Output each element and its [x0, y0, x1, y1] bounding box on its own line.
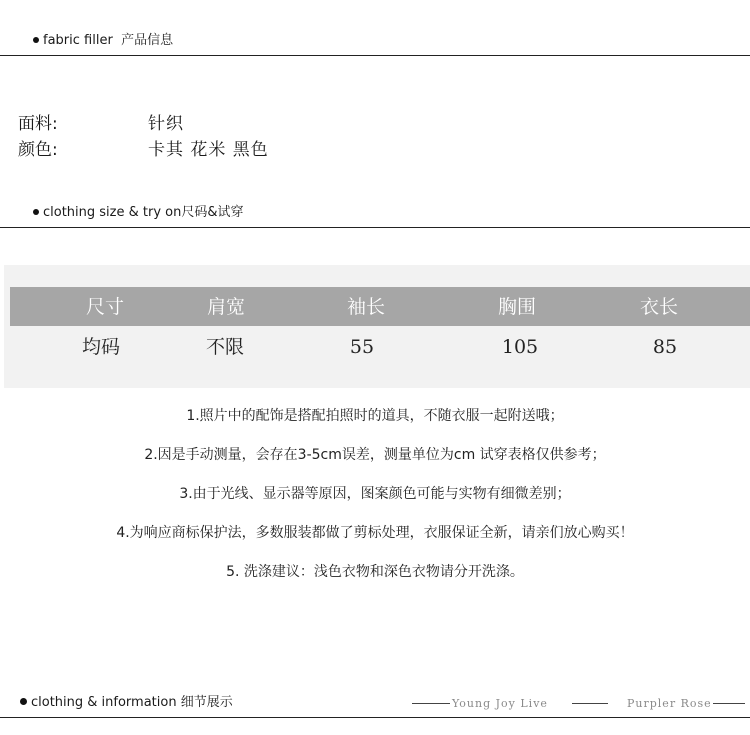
footer-divider	[0, 717, 750, 718]
section-header-size-try-on	[0, 0, 750, 228]
fabric-value: 针织	[148, 114, 184, 134]
header-sleeve: 袖长	[346, 296, 386, 318]
note-2: 2.因是手动测量，会存在3-5cm误差，测量单位为cm 试穿表格仅供参考；	[144, 447, 606, 463]
footer-tagline-2: Purpler Rose	[627, 697, 712, 710]
cell-size: 均码	[81, 336, 121, 358]
bullet-icon	[33, 209, 39, 215]
note-4: 4.为响应商标保护法，多数服装都做了剪标处理，衣服保证全新，请亲们放心购买！	[116, 525, 634, 541]
note-1: 1.照片中的配饰是搭配拍照时的道具，不随衣服一起附送哦；	[186, 408, 564, 424]
cell-shoulder: 不限	[205, 336, 245, 358]
size-table-header	[10, 287, 750, 326]
section-title-chinese: 尺码&试穿	[181, 205, 244, 220]
decorative-rule	[713, 703, 745, 704]
fabric-label: 面料:	[18, 114, 58, 134]
cell-sleeve: 55	[349, 336, 375, 358]
footer-title-chinese: 细节展示	[180, 695, 233, 710]
section-title-english: fabric filler	[43, 33, 113, 48]
section-title-chinese: 产品信息	[121, 33, 174, 48]
header-shoulder: 肩宽	[206, 296, 246, 318]
footer-tagline-1: Young Joy Live	[452, 697, 548, 710]
footer-title-english: clothing & information	[31, 695, 177, 710]
cell-chest: 105	[501, 336, 539, 358]
footer-section-title	[20, 695, 233, 711]
note-3: 3.由于光线、显示器等原因，图案颜色可能与实物有细微差别；	[179, 486, 571, 502]
size-table	[4, 265, 750, 388]
cell-length: 85	[652, 336, 678, 358]
decorative-rule	[572, 703, 608, 704]
bullet-icon	[20, 698, 27, 705]
color-value: 卡其 花米 黑色	[148, 140, 269, 160]
section-title-english: clothing size & try on	[43, 205, 182, 220]
decorative-rule	[412, 703, 450, 704]
header-size: 尺寸	[85, 296, 125, 318]
note-5: 5. 洗涤建议：浅色衣物和深色衣物请分开洗涤。	[226, 564, 524, 580]
color-label: 颜色:	[18, 140, 58, 160]
header-length: 衣长	[639, 296, 679, 318]
header-chest: 胸围	[497, 296, 537, 318]
